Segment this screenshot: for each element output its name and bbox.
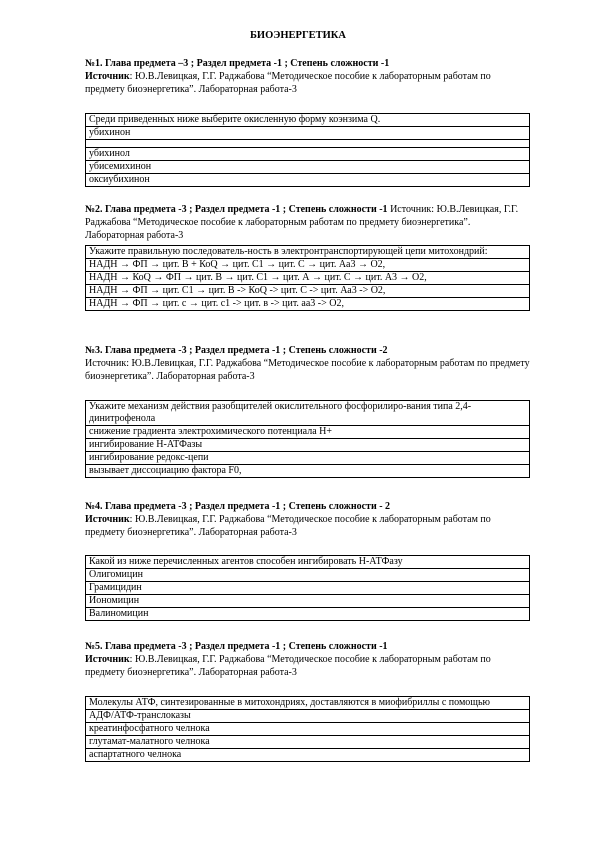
- answer-option: Олигомицин: [86, 569, 530, 582]
- question-5-header-block: [85, 640, 530, 679]
- answer-row: [86, 148, 530, 161]
- source-text: : Ю.В.Левицкая, Г.Г. Раджабова “Методическое пособие к лабораторным работам по предмету биоэнергетика”. Лабораторная работа-3: [85, 654, 491, 678]
- answer-row: [86, 127, 530, 140]
- answer-option: ингибирование Н-АТФазы: [86, 439, 530, 452]
- question-3-source: Источник: Ю.В.Левицкая, Г.Г. Раджабова “Методическое пособие к лабораторным работам по предмету биоэнергетика”. Лабораторная работа-3: [85, 358, 530, 382]
- source-text: : Ю.В.Левицкая, Г.Г. Раджабова “Методическое пособие к лабораторным работам по предмету биоэнергетика”. Лабораторная работа-3: [85, 514, 491, 538]
- answer-row: [86, 259, 530, 272]
- answer-row: [86, 174, 530, 187]
- question-2-source: Источник: Ю.В.Левицкая, Г.Г. Раджабова “Методическое пособие к лабораторным работам по предмету биоэнергетика”. Лабораторная работа-3: [85, 204, 519, 241]
- answer-option: убисемихинон: [86, 161, 530, 174]
- answer-row: [86, 710, 530, 723]
- answer-row: [86, 140, 530, 148]
- answer-option: Валиномицин: [86, 608, 530, 621]
- question-row: [86, 114, 530, 127]
- question-3-table: [85, 400, 530, 478]
- source-text: : Ю.В.Левицкая, Г.Г. Раджабова “Методическое пособие к лабораторным работам по предмету биоэнергетика”. Лабораторная работа-3: [85, 71, 491, 95]
- answer-option: НАДН → ФП → цит. В + КоQ → цит. С1 → цит. С → цит. Аа3 → О2,: [86, 259, 530, 272]
- answer-option: убихинон: [86, 127, 530, 140]
- question-3-header: №3. Глава предмета -3 ; Раздел предмета -1 ; Степень сложности -2: [85, 345, 388, 356]
- answer-row: [86, 452, 530, 465]
- question-2-table: [85, 245, 530, 311]
- answer-row: [86, 161, 530, 174]
- question-1-header-block: [85, 57, 530, 96]
- answer-row: [86, 736, 530, 749]
- question-4-table: [85, 555, 530, 621]
- question-1-table: [85, 113, 530, 187]
- question-3-header-block: [85, 344, 530, 383]
- answer-row: [86, 465, 530, 478]
- question-text: Укажите правильную последователь-ность в электронтранспортирующей цепи митохондрий:: [86, 246, 530, 259]
- question-row: [86, 401, 530, 426]
- answer-option: АДФ/АТФ-транслоказы: [86, 710, 530, 723]
- question-4-header-block: [85, 500, 530, 539]
- question-4-source: [85, 513, 530, 539]
- question-row: [86, 556, 530, 569]
- question-text: Молекулы АТФ, синтезированные в митохондриях, доставляются в миофибриллы с помощью: [86, 697, 530, 710]
- question-text: Среди приведенных ниже выберите окисленную форму коэнзима Q.: [86, 114, 530, 127]
- answer-option: креатинфосфатного челнока: [86, 723, 530, 736]
- source-label: Источник: [85, 654, 130, 665]
- answer-row: [86, 595, 530, 608]
- question-text: Укажите механизм действия разобщителей окислительного фосфорилиро-вания типа 2,4-динитрофенола: [86, 401, 530, 426]
- answer-row: [86, 439, 530, 452]
- question-row: [86, 246, 530, 259]
- question-1-source: [85, 70, 530, 96]
- answer-row: [86, 298, 530, 311]
- source-label: Источник: [85, 514, 130, 525]
- answer-row: [86, 569, 530, 582]
- answer-row: [86, 608, 530, 621]
- answer-row: [86, 723, 530, 736]
- answer-option: аспартатного челнока: [86, 749, 530, 762]
- answer-row: [86, 272, 530, 285]
- answer-option: НАДН → КоQ → ФП → цит. В → цит. С1 → цит. А → цит. С → цит. А3 → О2,: [86, 272, 530, 285]
- answer-option: НАДН → ФП → цит. с → цит. с1 -> цит. в -> цит. аа3 -> О2,: [86, 298, 530, 311]
- answer-row: [86, 426, 530, 439]
- answer-option: вызывает диссоциацию фактора F0,: [86, 465, 530, 478]
- question-5-header: №5. Глава предмета -3 ; Раздел предмета -1 ; Степень сложности -1: [85, 641, 388, 652]
- question-5-source: [85, 653, 530, 679]
- answer-option: снижение градиента электрохимического потенциала Н+: [86, 426, 530, 439]
- question-row: [86, 697, 530, 710]
- answer-option: ингибирование редокс-цепи: [86, 452, 530, 465]
- answer-option: убихинол: [86, 148, 530, 161]
- question-4-header: №4. Глава предмета -3 ; Раздел предмета -1 ; Степень сложности - 2: [85, 501, 391, 512]
- document-title: БИОЭНЕРГЕТИКА: [249, 30, 347, 41]
- question-5-table: [85, 696, 530, 762]
- answer-option: НАДН → ФП → цит. С1 → цит. В -> КоQ -> цит. С -> цит. Аа3 -> О2,: [86, 285, 530, 298]
- empty-cell: [86, 140, 530, 148]
- question-1-header: №1. Глава предмета –3 ; Раздел предмета -1 ; Степень сложности -1: [85, 58, 390, 69]
- answer-row: [86, 285, 530, 298]
- answer-row: [86, 582, 530, 595]
- question-text: Какой из ниже перечисленных агентов способен ингибировать Н-АТФазу: [86, 556, 530, 569]
- source-label: Источник: [85, 71, 130, 82]
- answer-option: Грамицидин: [86, 582, 530, 595]
- question-2-header: №2. Глава предмета -3 ; Раздел предмета -1 ; Степень сложности -1: [85, 204, 388, 215]
- question-2-header-block: [85, 203, 530, 242]
- answer-option: Иономицин: [86, 595, 530, 608]
- question-2-header-line: [85, 203, 530, 242]
- answer-option: оксиубихинон: [86, 174, 530, 187]
- answer-option: глутамат-малатного челнока: [86, 736, 530, 749]
- answer-row: [86, 749, 530, 762]
